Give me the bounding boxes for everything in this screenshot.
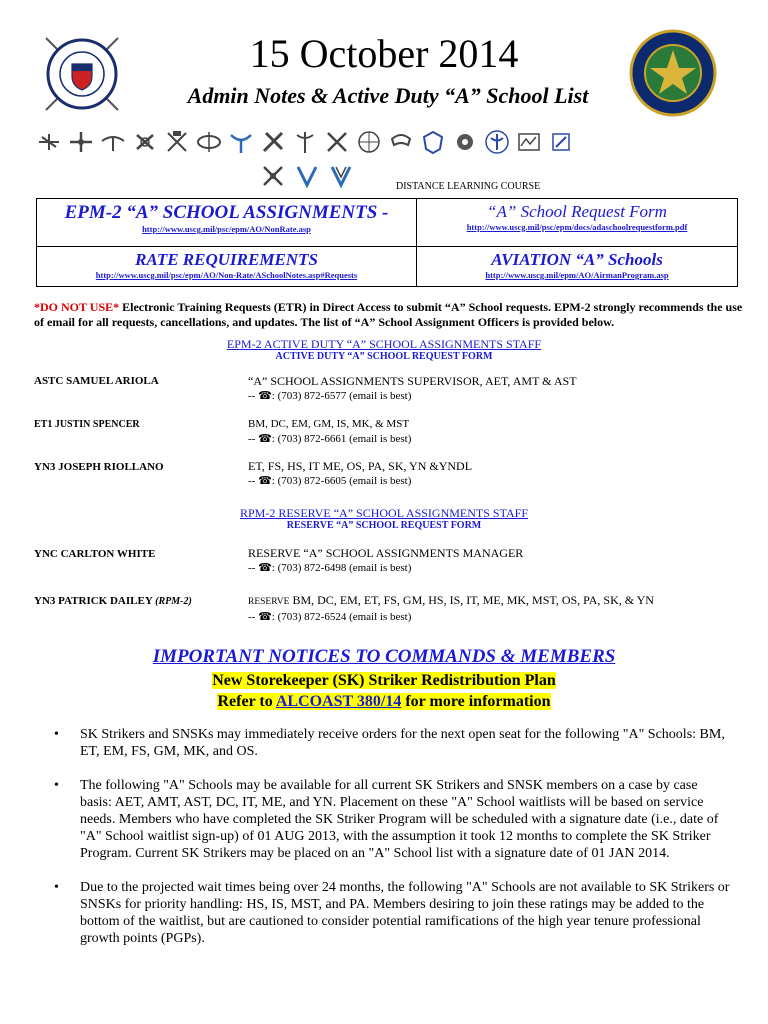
sk-plan-title: New Storekeeper (SK) Striker Redistribution Plan [212,672,556,689]
alcoast-link[interactable]: ALCOAST 380/14 [275,693,402,710]
notices-list [54,726,730,964]
rate-requirements-link[interactable]: http://www.uscg.mil/psc/epm/AO/Non-Rate/ASchoolNotes.asp#Requests [95,270,358,280]
staff-phone: -- ☎: (703) 872-6577 (email is best) [248,390,412,402]
sk-plan-line [0,671,768,691]
rating-insignia-icon [294,163,320,189]
do-not-use-notice [34,300,744,330]
staff-entry [248,593,654,624]
request-form-cell [417,199,738,247]
rating-insignia-icon [260,163,286,189]
important-notices-heading: IMPORTANT NOTICES TO COMMANDS & MEMBERS [152,646,616,667]
list-item: • The following "A" Schools may be available for all current SK Strikers and SNSK members on a case by case basis: AET, AMT, AST, DC, IT, ME, and YN. Placement on these "A" School waitlists will be based on service needs. Members who have completed the SK Striker Program will be scheduled with a signature date (i.e., date of "A" School waitlist sign-up) of 01 AUG 2013, with the assumption it took 12 months to complete the SK Striker Program. Current SK Strikers may be placed on an "A" School list with a signature date of 01 JAN 2014. [54,777,730,862]
rating-insignia-icon [228,129,254,155]
rate-requirements-label: RATE REQUIREMENTS [135,250,318,269]
rating-insignia-icon [484,129,510,155]
request-form-link[interactable]: http://www.uscg.mil/psc/epm/docs/adaschoolrequestform.pdf [466,222,688,232]
rating-insignia-row [36,125,736,159]
rating-insignia-icon [356,129,382,155]
rate-requirements-cell [37,247,417,287]
staff-role: BM, DC, EM, GM, IS, MK, & MST [248,418,410,430]
aviation-schools-label: AVIATION “A” Schools [491,250,663,269]
rating-insignia-icon [100,129,126,155]
staff-name: YN3 JOSEPH RIOLLANO [34,461,164,473]
request-form-label: “A” School Request Form [487,202,667,221]
rating-insignia-icon [548,129,574,155]
alcoast-reference: Refer to ALCOAST 380/14 for more information [217,693,551,710]
rpm2-staff-heading[interactable]: RPM-2 RESERVE “A” SCHOOL ASSIGNMENTS STAFF [239,506,528,520]
staff-role: ET, FS, HS, IT ME, OS, PA, SK, YN &YNDL [248,459,473,473]
rating-insignia-icon [328,163,354,189]
distance-learning-label: DISTANCE LEARNING COURSE [396,181,541,192]
notice-text: Electronic Training Requests (ETR) in Direct Access to submit “A” School requests. EPM-2 strongly recommends the use of email for all requests, cancellations, and updates. The list of “A” School Assignment Officers is provided below. [34,300,743,329]
staff-role: RESERVE “A” SCHOOL ASSIGNMENTS MANAGER [248,546,524,560]
rating-insignia-icon [132,129,158,155]
staff-phone: -- ☎: (703) 872-6498 (email is best) [248,562,412,574]
staff-entry [248,374,577,403]
page-title: 15 October 2014 [249,31,519,76]
staff-phone: -- ☎: (703) 872-6605 (email is best) [248,475,412,487]
alcoast-line [0,692,768,712]
staff-name: YNC CARLTON WHITE [34,548,156,560]
staff-name: ET1 JUSTIN SPENCER [34,419,140,430]
rating-insignia-icon [68,129,94,155]
rating-insignia-icon [388,129,414,155]
rating-insignia-icon [292,129,318,155]
rating-insignia-icon [452,129,478,155]
rating-insignia-icon [420,129,446,155]
rating-insignia-icon [164,129,190,155]
staff-phone: -- ☎: (703) 872-6661 (email is best) [248,433,412,445]
staff-phone: -- ☎: (703) 872-6524 (email is best) [248,611,412,623]
rating-insignia-row-2 [260,160,354,192]
epm2-assignments-label: EPM-2 “A” SCHOOL ASSIGNMENTS - [64,202,389,223]
staff-name: ASTC SAMUEL ARIOLA [34,375,159,387]
school-links-table [36,198,738,287]
reserve-request-form-link[interactable]: RESERVE “A” SCHOOL REQUEST FORM [286,520,482,531]
list-item: • SK Strikers and SNSKs may immediately receive orders for the next open seat for the following "A" Schools: BM, ET, EM, FS, GM, MK, and OS. [54,726,730,760]
staff-name: YN3 PATRICK DAILEY (RPM-2) [34,595,192,607]
staff-entry [248,546,523,575]
epm2-staff-heading[interactable]: EPM-2 ACTIVE DUTY “A” SCHOOL ASSIGNMENTS STAFF [226,337,542,351]
rating-insignia-icon [324,129,350,155]
staff-role: RESERVE BM, DC, EM, ET, FS, GM, HS, IS, IT, ME, MK, MST, OS, PA, SK, & YN [248,593,654,607]
do-not-use-label: *DO NOT USE* [34,300,120,314]
epm2-assignments-cell [37,199,417,247]
list-item: • Due to the projected wait times being over 24 months, the following "A" Schools are not available to SK Strikers or SNSKs for priority handling: HS, IS, MST, and PA. Members desiring to join these ratings may be added to the bottom of the waitlist, but are cautioned to consider potential ramifications of the high year tenure professional growth points (PGPs). [54,879,730,947]
rating-insignia-icon [36,129,62,155]
staff-role: “A” SCHOOL ASSIGNMENTS SUPERVISOR, AET, AMT & AST [248,374,577,388]
aviation-schools-link[interactable]: http://www.uscg.mil/epm/AO/AirmanProgram.asp [485,270,669,280]
epm2-assignments-link[interactable]: http://www.uscg.mil/psc/epm/AO/NonRate.asp [142,224,311,234]
rating-insignia-icon [516,129,542,155]
personnel-service-center-seal-icon [628,28,718,118]
aviation-schools-cell [417,247,738,287]
rating-insignia-icon [196,129,222,155]
rating-insignia-icon [260,129,286,155]
active-duty-request-form-link[interactable]: ACTIVE DUTY “A” SCHOOL REQUEST FORM [275,351,493,362]
staff-entry [248,417,411,446]
staff-entry [248,459,472,488]
page-subtitle: Admin Notes & Active Duty “A” School List [187,83,589,108]
